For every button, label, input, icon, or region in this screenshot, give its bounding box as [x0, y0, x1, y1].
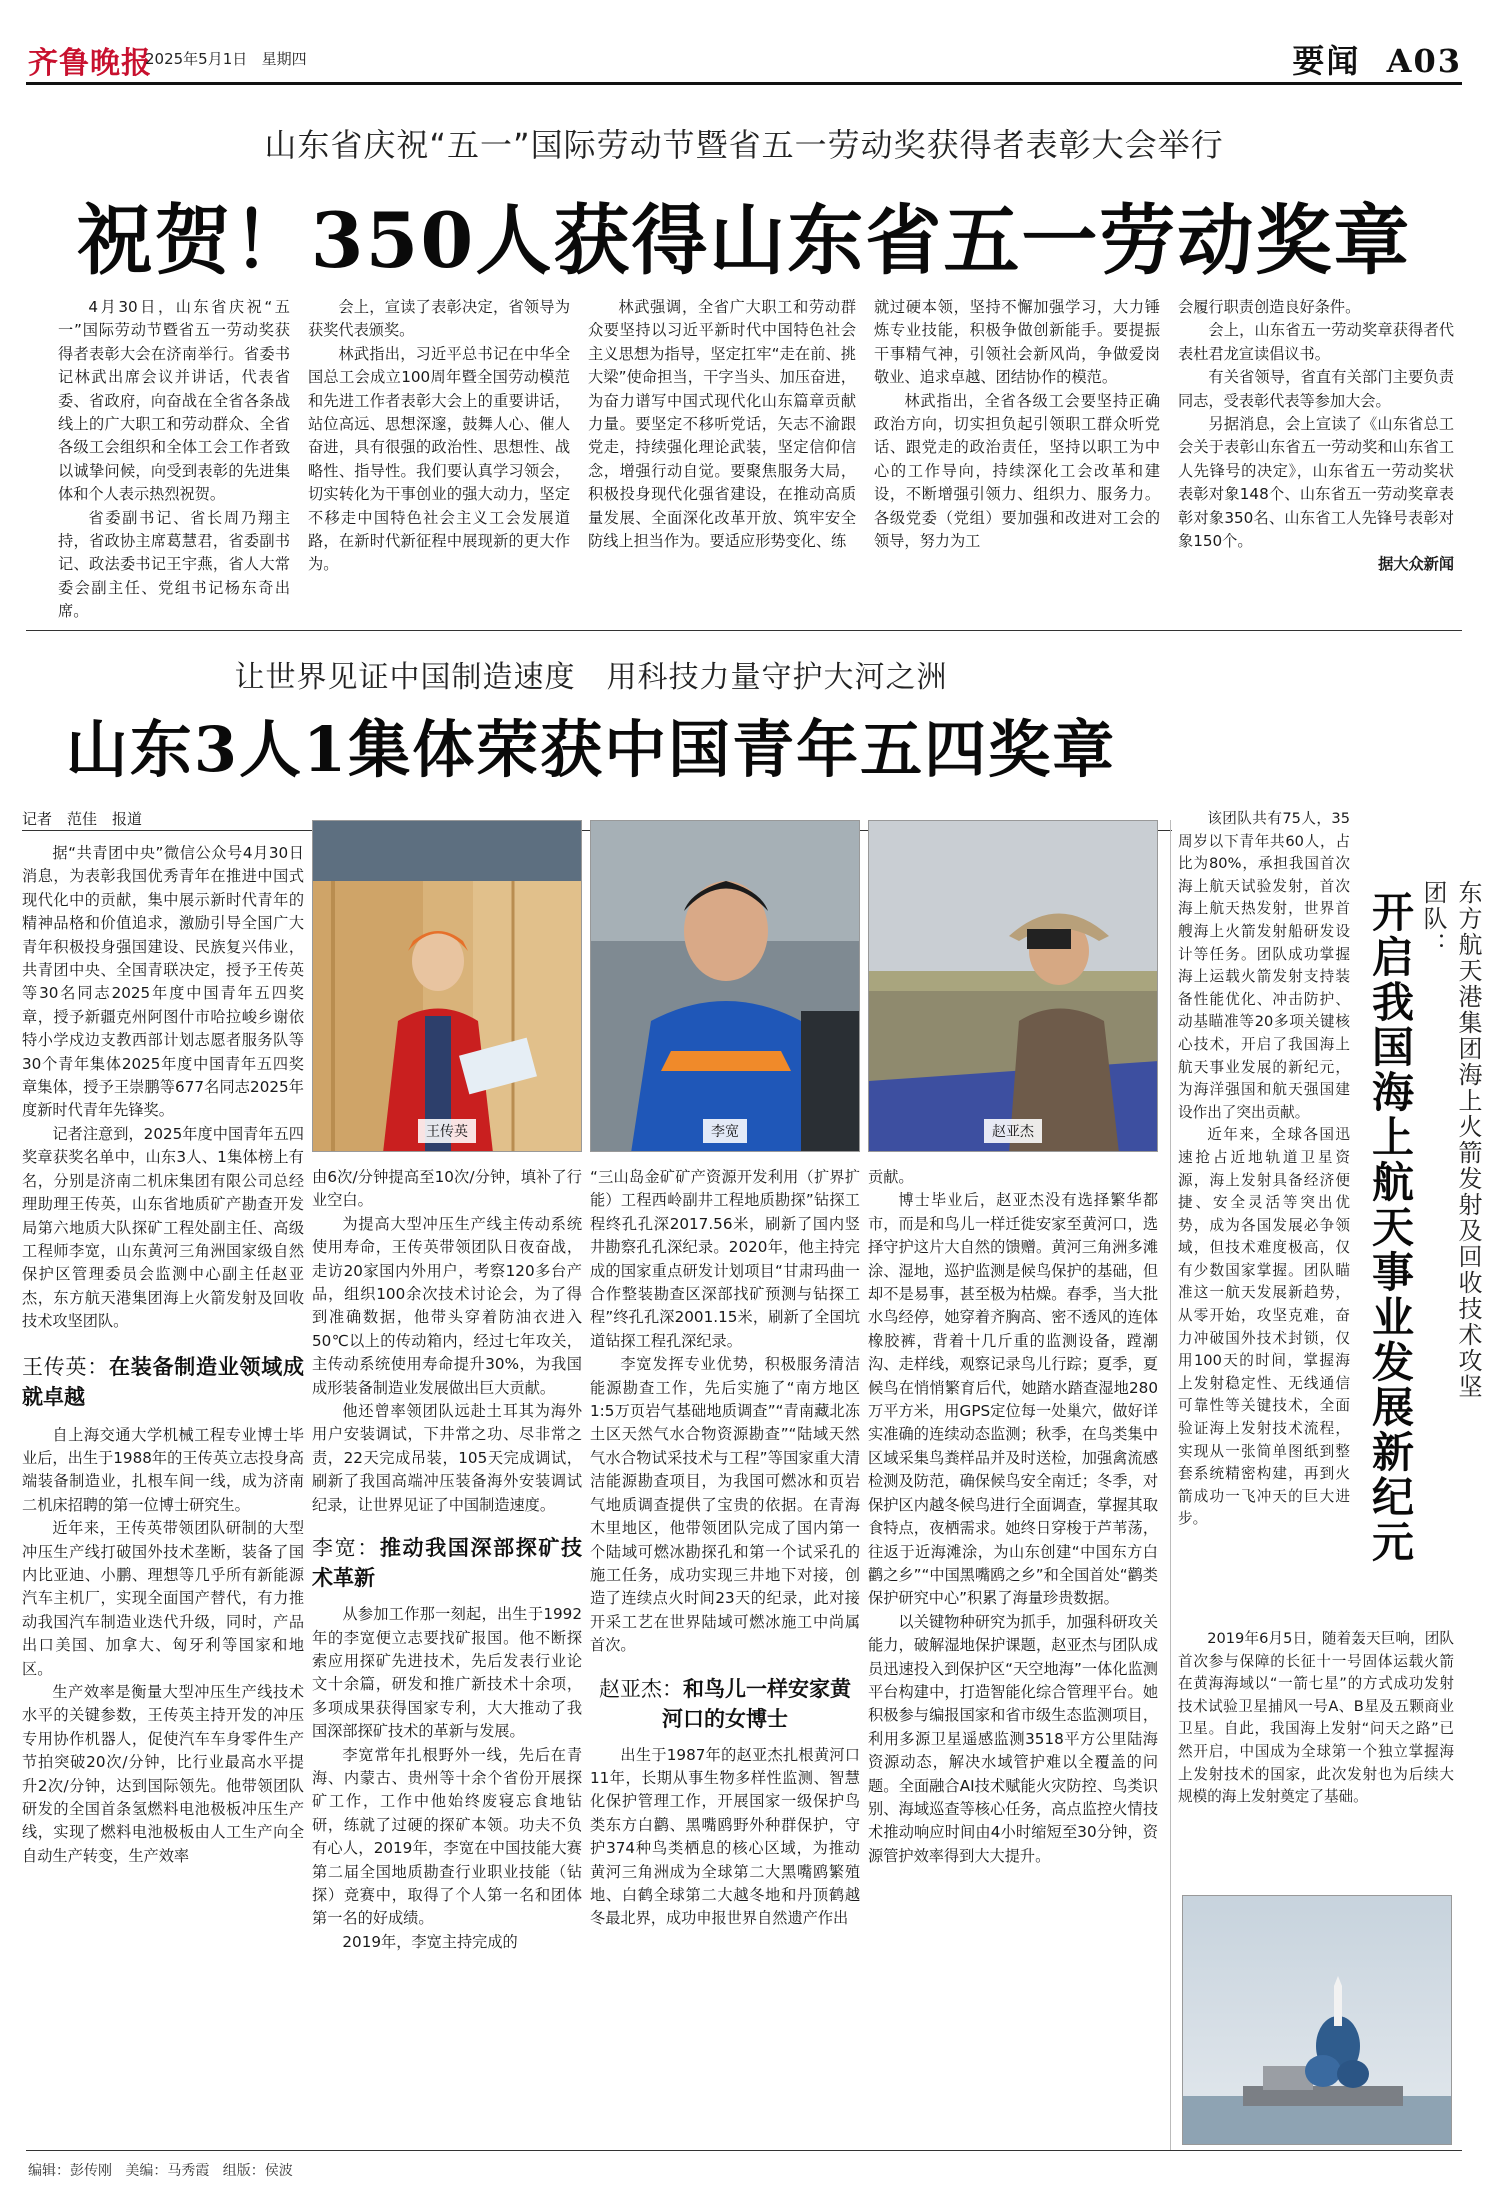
masthead-rule	[26, 82, 1462, 85]
story1-col1	[58, 296, 290, 624]
paragraph: 记者注意到，2025年度中国青年五四奖章获奖名单中，山东3人、1集体榜上有名，分别是济南二机床集团有限公司总经理助理王传英，山东省地质矿产勘查开发局第六地质大队探矿工程处副主任、高级工程师李宽，山东黄河三角洲国家级自然保护区管理委员会监测中心副主任赵亚杰，东方航天港集团海上火箭发射及回收技术攻坚团队。	[22, 1124, 304, 1331]
paragraph: 该团队共有75人，35周岁以下青年共60人，占比为80%，承担我国首次海上航天试验发射，首次海上航天热发射，世界首艘海上火箭发射船研发设计等任务。团队成功掌握海上运载火箭发射支持装备性能优化、冲击防护、动基瞄准等20多项关键核心技术，开启了我国海上航天事业发展的新纪元，为海洋强国和航天强国建设作出了突出贡献。	[1178, 810, 1350, 1121]
photo-wang	[312, 820, 582, 1152]
story1-col4	[874, 296, 1160, 553]
paragraph: 省委副书记、省长周乃翔主持，省政协主席葛慧君，省委副书记、政法委书记王宇燕，省人大常委会副主任、党组书记杨东奇出席。	[58, 508, 290, 621]
proof-credit: 组版：侯波	[222, 2163, 293, 2179]
paragraph: 自上海交通大学机械工程专业博士毕业后，出生于1988年的王传英立志投身高端装备制造业，扎根车间一线，成为济南二机床招聘的第一位博士研究生。	[22, 1425, 304, 1514]
paragraph: 生产效率是衡量大型冲压生产线技术水平的关键参数，王传英主持开发的冲压专用协作机器人，促使汽车车身零件生产节拍突破20次/分钟，比行业最高水平提升2次/分钟，达到国际领先。他带领团队研发的全国首条氢燃料电池极板冲压生产线，实现了燃料电池极板由人工生产向全自动生产转变，生产效率	[22, 1683, 304, 1865]
weekday-text: 星期四	[261, 50, 307, 68]
story3-body-bottom	[1178, 1628, 1454, 1809]
photo-caption: 王传英	[418, 1119, 476, 1143]
paragraph: 他还曾率领团队远赴土耳其为海外用户安装调试，下井常之功、尽非常之责，22天完成吊装，105天完成调试，刷新了我国高端冲压装备海外安装调试纪录，让世界见证了中国制造速度。	[312, 1402, 582, 1514]
li-title: 推动我国深部探矿技术革新	[312, 1536, 583, 1591]
zhao-title: 和鸟儿一样安家黄河口的女博士	[662, 1676, 851, 1731]
paragraph: 博士毕业后，赵亚杰没有选择繁华都市，而是和鸟儿一样迁徙安家至黄河口，选择守护这片大自然的馈赠。黄河三角洲多滩涂、湿地，巡护监测是候鸟保护的基础，但却不是易事，甚至极为枯燥。春季，当大批水鸟经停，她穿着齐胸高、密不透风的连体橡胶裤，背着十几斤重的监测设备，蹚潮沟、走样线，观察记录鸟儿行踪；夏季，夏候鸟在悄悄繁育后代，她踏水踏查湿地280万平方米，用GPS定位每一处巢穴，做好详实准确的连续动态监测；秋季，在鸟类集中区域采集鸟粪样品并及时送检，加强禽流感检测及防范，确保候鸟安全南迁；冬季，对保护区内越冬候鸟进行全面调查，掌握其取食特点，夜栖需求。她终日穿梭于芦苇荡，往返于近海滩涂，为山东创建“中国东方白鹳之乡”“中国黑嘴鸥之乡”和全国首处“鹳类保护研究中心”积累了海量珍贵数据。	[868, 1191, 1158, 1608]
date-text: 2025年5月1日	[145, 50, 248, 68]
paragraph: 李宽发挥专业优势，积极服务清洁能源勘查工作，先后实施了“南方地区1:5万页岩气基础地质调查”“青南藏北冻土区天然气水合物资源勘查”“陆域天然气水合物试采技术与工程”等国家重大清洁能源勘查项目，为我国可燃冰和页岩气地质调查提供了宝贵的依据。在青海木里地区，他带领团队完成了国内第一个陆域可燃冰勘探孔和第一个试采孔的施工任务，成功实现三井地下对接，创造了连续点火时间23天的纪录，此对接开采工艺在世界陆域可燃冰施工中尚属首次。	[590, 1355, 860, 1655]
story3-vertical-subhead: 东方航天港集团海上火箭发射及回收技术攻坚团队：	[1419, 880, 1482, 1400]
column-divider	[1170, 820, 1171, 2150]
photo-caption: 赵亚杰	[984, 1119, 1042, 1143]
paragraph: 2019年，李宽主持完成的	[342, 1932, 518, 1951]
paragraph: 近年来，全球各国迅速抢占近地轨道卫星资源，海上发射具备经济便捷、安全灵活等突出优势，成为各国发展必争领域，但技术难度极高，仅有少数国家掌握。团队瞄准这一航天发展新趋势，从零开始，攻坚克难，奋力冲破国外技术封锁，仅用100天的时间，掌握海上发射稳定性、无线通信可靠性等关键技术，全面验证海上发射技术流程，实现从一张简单图纸到整套系统精密构建，再到火箭成功一飞冲天的巨大进步。	[1178, 1126, 1350, 1528]
page-number: A03	[1386, 42, 1462, 80]
story1-col3	[588, 296, 856, 553]
zhao-subtitle	[590, 1674, 860, 1734]
photo-zhao	[868, 820, 1158, 1152]
story1-subhead: 山东省庆祝“五一”国际劳动节暨省五一劳动奖获得者表彰大会举行	[264, 126, 1224, 164]
story2-col1	[22, 842, 304, 1868]
paragraph: 有关省领导，省直有关部门主要负责同志，受表彰代表等参加大会。	[1178, 368, 1454, 410]
paragraph: 贡献。	[868, 1168, 914, 1186]
story3-vertical-headline: 开启我国海上航天事业发展新纪元	[1366, 890, 1415, 1565]
paragraph: 就过硬本领，坚持不懈加强学习，大力锤炼专业技能，积极争做创新能手。要提振干事精气神，引领社会新风尚，争做爱岗敬业、追求卓越、团结协作的模范。	[874, 298, 1160, 387]
photo-wang-image	[313, 821, 582, 1152]
story2-col4	[590, 1166, 860, 1931]
paragraph: 2019年6月5日，随着轰天巨响，团队首次参与保障的长征十一号固体运载火箭在黄海海域以“一箭七星”的方式成功发射技术试验卫星捕风一号A、B星及五颗商业卫星。自此，我国海上发射“问天之路”已然开启，中国成为全球第一个独立掌握海上发射技术的国家，此次发射也为后续大规模的海上发射奠定了基础。	[1178, 1630, 1454, 1806]
story1-col2	[308, 296, 570, 577]
li-subtitle	[312, 1533, 582, 1593]
paragraph: 近年来，王传英带领团队研制的大型冲压生产线打破国外技术垄断，装备了国内比亚迪、小鹏、理想等几乎所有新能源汽车主机厂，实现全面国产替代，有力推动我国汽车制造业迭代升级，同时，产品出口美国、加拿大、匈牙利等国家和地区。	[22, 1519, 304, 1678]
li-name: 李宽：	[312, 1536, 380, 1561]
paragraph: 4月30日，山东省庆祝“五一”国际劳动节暨省五一劳动奖获得者表彰大会在济南举行。省委书记林武出席会议并讲话，代表省委、省政府，向奋战在全省各条战线上的广大职工和劳动群众、全省各级工会组织和全体工会工作者致以诚挚问候，向受到表彰的先进集体和个人表示热烈祝贺。	[58, 298, 290, 504]
story2-col5	[868, 1166, 1158, 1868]
photo-rocket-launch	[1182, 1895, 1452, 2145]
story1-headline: 祝贺！350人获得山东省五一劳动奖章	[76, 196, 1412, 285]
paragraph: 以关键物种研究为抓手，加强科研攻关能力，破解湿地保护课题，赵亚杰与团队成员迅速投入到保护区“天空地海”一体化监测平台构建中，打造智能化综合管理平台。她积极参与编报国家和省市级生态监测项目，利用多源卫星遥感监测3518平方公里陆海资源动态，解决水域管护难以全覆盖的问题。全面融合AI技术赋能火灾防控、鸟类识别、海域巡查等核心任务，高点监控火情技术推动响应时间由4小时缩短至30分钟，资源管护效率得到大大提升。	[868, 1612, 1158, 1865]
wang-name: 王传英：	[22, 1354, 109, 1379]
story2-headline: 山东3人1集体荣获中国青年五四奖章	[65, 713, 1117, 786]
story1-credit: 据大众新闻	[1378, 555, 1454, 574]
story2-byline: 记者 范佳 报道	[22, 810, 143, 828]
photo-li-image	[591, 821, 860, 1152]
paper-logo: 齐鲁晚报	[28, 46, 152, 81]
editor-credit: 编辑：彭传刚	[28, 2163, 112, 2179]
paragraph: 林武强调，全省广大职工和劳动群众要坚持以习近平新时代中国特色社会主义思想为指导，坚定扛牢“走在前、挑大梁”使命担当，干字当头、加压奋进，为奋力谱写中国式现代化山东篇章贡献力量。要坚定不移听党话，矢志不渝跟党走，持续强化理论武装，坚定信仰信念，增强行动自觉。要聚焦服务大局，积极投身现代化强省建设，在推动高质量发展、全面深化改革开放、筑牢安全防线上担当作为。要适应形势变化、练	[588, 298, 856, 551]
paragraph: 林武指出，习近平总书记在中华全国总工会成立100周年暨全国劳动模范和先进工作者表彰大会上的重要讲话，站位高远、思想深邃，鼓舞人心、催人奋进，具有很强的政治性、思想性、战略性、指导性。我们要认真学习领会，切实转化为干事创业的强大动力，坚定不移走中国特色社会主义工会发展道路，在新时代新征程中展现新的更大作为。	[308, 344, 570, 574]
paragraph: 李宽常年扎根野外一线，先后在青海、内蒙古、贵州等十余个省份开展探矿工作，工作中他始终废寝忘食地钻研，练就了过硬的探矿本领。功夫不负有心人，2019年，李宽在中国技能大赛第二届全国地质勘查行业职业技能（钻探）竞赛中，取得了个人第一名和团体第一名的好成绩。	[312, 1745, 582, 1928]
footer-credits	[28, 2160, 293, 2180]
designer-credit: 美编：马秀霞	[125, 2163, 210, 2179]
issue-date	[145, 48, 307, 69]
story2-col3	[312, 1166, 582, 1954]
footer-rule	[26, 2150, 1462, 2151]
paragraph: 会上，宣读了表彰决定，省领导为获奖代表颁奖。	[308, 298, 570, 340]
paragraph: 从参加工作那一刻起，出生于1992年的李宽便立志要找矿报国。他不断探索应用探矿先进技术，先后发表行业论文十余篇，研发和推广新技术十余项，多项成果获得国家专利，大大推动了我国深部探矿技术的革新与发展。	[312, 1605, 582, 1741]
paragraph: 出生于1987年的赵亚杰扎根黄河口11年，长期从事生物多样性监测、智慧化保护管理工作，开展国家一级保护鸟类东方白鹳、黑嘴鸥野外种群保护，守护374种鸟类栖息的核心区域，为推动黄河三角洲成为全球第二大黑嘴鸥繁殖地、白鹤全球第二大越冬地和丹顶鹤越冬最北界，成功申报世界自然遗产作出	[590, 1745, 860, 1928]
zhao-name: 赵亚杰：	[599, 1676, 683, 1701]
paragraph: 据“共青团中央”微信公众号4月30日消息，为表彰我国优秀青年在推进中国式现代化中的贡献，集中展示新时代青年的精神品格和价值追求，激励引导全国广大青年积极投身强国建设、民族复兴伟业，共青团中央、全国青联决定，授予王传英等30名同志2025年度中国青年五四奖章，授予新疆克州阿图什市哈拉峻乡谢依特小学戍边支教西部计划志愿者服务队等30个青年集体2025年度中国青年五四奖章集体，授予王崇鹏等677名同志2025年度新时代青年先锋奖。	[22, 844, 304, 1120]
paragraph: 为提高大型冲压生产线主传动系统使用寿命，王传英带领团队日夜奋战，走访20家国内外用户，考察120多台产品，组织100余次技术讨论会，为了得到准确数据，他带头穿着防油衣进入50℃以上的传动箱内，经过七年攻关，主传动系统使用寿命提升30%，为我国成形装备制造业发展做出巨大贡献。	[312, 1214, 582, 1397]
photo-zhao-image	[869, 821, 1158, 1152]
paragraph: “三山岛金矿矿产资源开发利用（扩界扩能）工程西岭副井工程地质勘探”钻探工程终孔孔深2017.56米，刷新了国内竖井勘察孔孔深纪录。2020年，他主持完成的国家重点研发计划项目“甘肃玛曲一合作整装勘查区深部找矿预测与钻探工程”终孔孔深2001.15米，刷新了全国坑道钻探工程孔深纪录。	[590, 1168, 860, 1350]
paragraph: 由6次/分钟提高至10次/分钟，填补了行业空白。	[312, 1168, 582, 1210]
paragraph: 林武指出，全省各级工会要坚持正确政治方向，切实担负起引领职工群众听党话、跟党走的政治责任，坚持以职工为中心的工作导向，持续深化工会改革和建设，不断增强引领力、组织力、服务力。各级党委（党组）要加强和改进对工会的领导，努力为工	[874, 391, 1160, 551]
story2-subhead: 让世界见证中国制造速度 用科技力量守护大河之洲	[234, 660, 948, 695]
photo-rocket-image	[1183, 1896, 1452, 2145]
photo-li	[590, 820, 860, 1152]
section-label	[1292, 36, 1462, 82]
wang-title: 在装备制造业领域成就卓越	[22, 1354, 304, 1409]
photo-caption: 李宽	[703, 1119, 747, 1143]
story1-col5	[1178, 296, 1454, 577]
story-divider	[26, 630, 1462, 631]
paragraph: 另据消息，会上宣读了《山东省总工会关于表彰山东省五一劳动奖和山东省工人先锋号的决定》，山东省五一劳动奖状表彰对象148个、山东省五一劳动奖章表彰对象350名、山东省工人先锋号表彰对象150个。	[1178, 415, 1454, 551]
paragraph: 会上，山东省五一劳动奖章获得者代表杜君龙宣读倡议书。	[1178, 321, 1454, 363]
paragraph: 会履行职责创造良好条件。	[1178, 298, 1361, 316]
wang-subtitle	[22, 1352, 304, 1412]
story3-body-top	[1178, 808, 1350, 1531]
section-name: 要闻	[1292, 42, 1361, 80]
